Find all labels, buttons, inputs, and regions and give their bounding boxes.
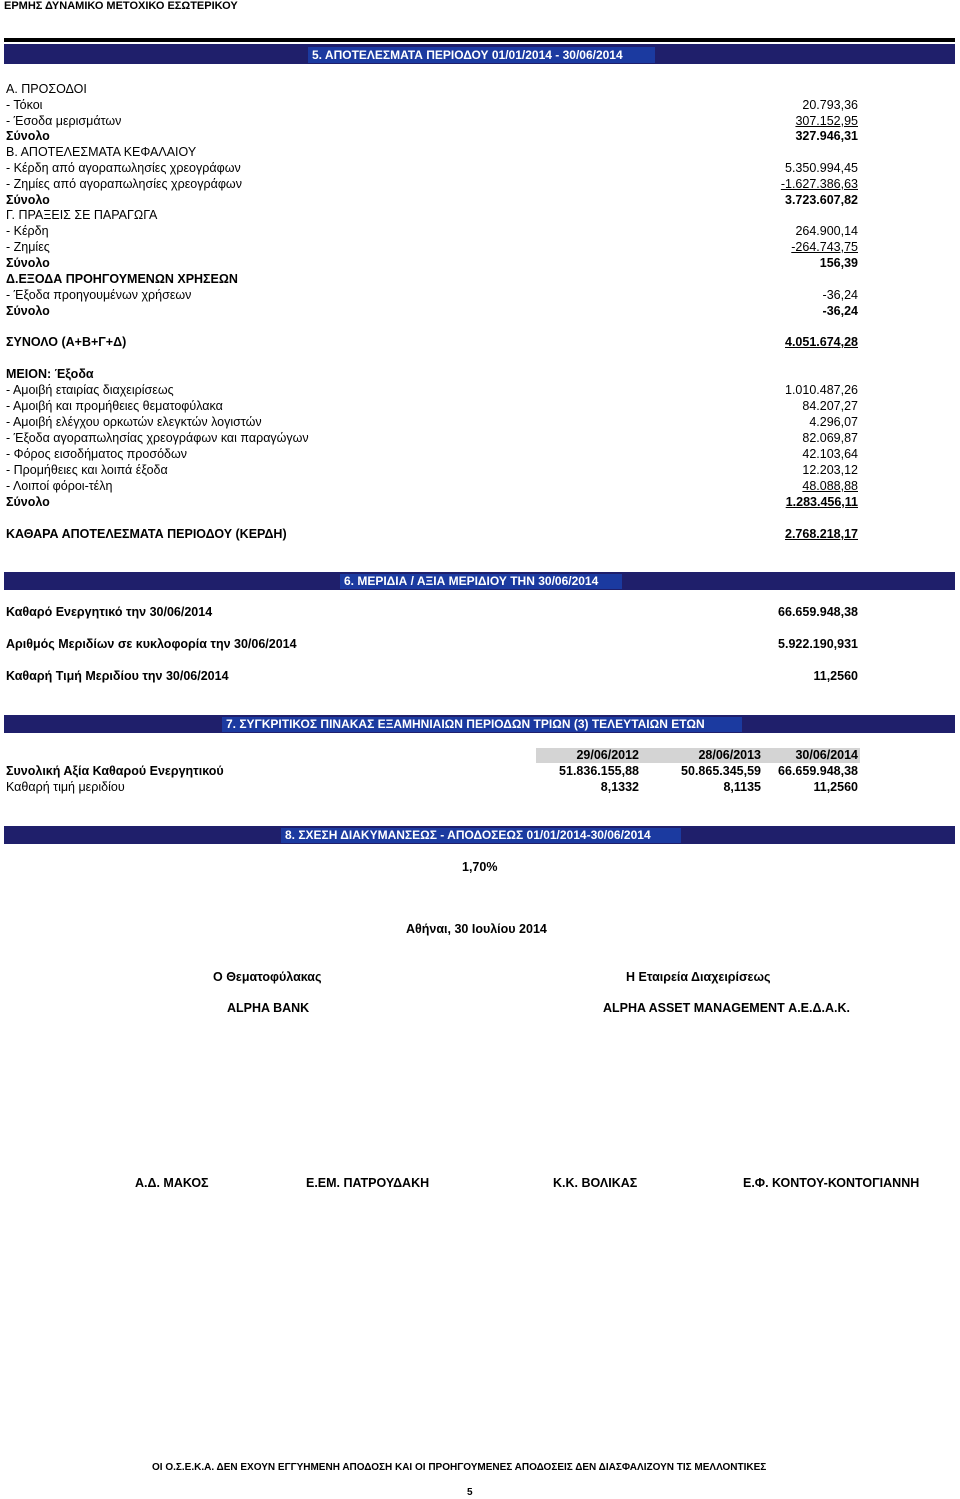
signatory-name: Κ.Κ. ΒΟΛΙΚΑΣ bbox=[553, 1176, 638, 1190]
section-b-title: Β. ΑΠΟΤΕΛΕΣΜΑΤΑ ΚΕΦΑΛΑΙΟΥ bbox=[6, 145, 197, 159]
section-8-title: 8. ΣΧΕΣΗ ΔΙΑΚΥΜΑΝΣΕΩΣ - ΑΠΟΔΟΣΕΩΣ 01/01/2014-30/06/2014 bbox=[281, 828, 681, 843]
document-header-title: ΕΡΜΗΣ ΔΥΝΑΜΙΚΟ ΜΕΤΟΧΙΚΟ ΕΣΩΤΕΡΙΚΟΥ bbox=[4, 0, 238, 12]
net-assets-value: 66.659.948,38 bbox=[778, 605, 858, 619]
section-a-title: Α. ΠΡΟΣΟΔΟΙ bbox=[6, 82, 87, 96]
row-value: 5.350.994,45 bbox=[785, 161, 858, 175]
row-value: 307.152,95 bbox=[795, 114, 858, 128]
page-number: 5 bbox=[467, 1487, 473, 1498]
row-value: 20.793,36 bbox=[802, 98, 858, 112]
custodian-title: Ο Θεματοφύλακας bbox=[213, 970, 322, 984]
row-label: - Αμοιβή εταιρίας διαχειρίσεως bbox=[6, 383, 174, 397]
row-value: 12.203,12 bbox=[802, 463, 858, 477]
cell: 8,1332 bbox=[600, 780, 639, 794]
row-label: - Φόρος εισοδήματος προσόδων bbox=[6, 447, 188, 461]
units-outstanding-label: Αριθμός Μεριδίων σε κυκλοφορία την 30/06/2014 bbox=[6, 637, 297, 651]
row-label: Συνολική Αξία Καθαρού Ενεργητικού bbox=[6, 764, 224, 778]
row-value: 4.296,07 bbox=[809, 415, 858, 429]
grand-total-value: 4.051.674,28 bbox=[785, 335, 858, 349]
company-title: Η Εταιρεία Διαχειρίσεως bbox=[626, 970, 771, 984]
grand-total-label: ΣΥΝΟΛΟ (Α+Β+Γ+Δ) bbox=[6, 335, 127, 349]
unit-price-value: 11,2560 bbox=[813, 669, 858, 683]
section-g-title: Γ. ΠΡΑΞΕΙΣ ΣΕ ΠΑΡΑΓΩΓΑ bbox=[6, 208, 158, 222]
cell: 66.659.948,38 bbox=[778, 764, 858, 778]
unit-price-label: Καθαρή Τιμή Μεριδίου την 30/06/2014 bbox=[6, 669, 229, 683]
subtotal-value: 1.283.456,11 bbox=[785, 495, 858, 509]
subtotal-value: 327.946,31 bbox=[795, 129, 858, 143]
net-assets-label: Καθαρό Ενεργητικό την 30/06/2014 bbox=[6, 605, 213, 619]
units-outstanding-value: 5.922.190,931 bbox=[778, 637, 858, 651]
row-value: -36,24 bbox=[822, 288, 858, 302]
col-header: 30/06/2014 bbox=[795, 748, 858, 762]
row-label: - Ζημίες bbox=[6, 240, 50, 254]
section-divider bbox=[4, 38, 955, 42]
custodian-name: ALPHA BANK bbox=[227, 1001, 310, 1015]
expenses-title: ΜΕΙΟΝ: Έξοδα bbox=[6, 367, 94, 381]
row-label: - Προμήθειες και λοιπά έξοδα bbox=[6, 463, 168, 477]
row-value: -1.627.386,63 bbox=[780, 177, 858, 191]
subtotal-value: -36,24 bbox=[822, 304, 858, 318]
row-label: - Κέρδη από αγοραπωλησίες χρεογράφων bbox=[6, 161, 241, 175]
row-value: -264.743,75 bbox=[791, 240, 858, 254]
subtotal-label: Σύνολο bbox=[6, 256, 50, 270]
cell: 50.865.345,59 bbox=[681, 764, 761, 778]
row-label: - Τόκοι bbox=[6, 98, 43, 112]
cell: 8,1135 bbox=[723, 780, 761, 794]
row-value: 1.010.487,26 bbox=[785, 383, 858, 397]
section-d-title: Δ.ΕΞΟΔΑ ΠΡΟΗΓΟΥΜΕΝΩΝ ΧΡΗΣΕΩΝ bbox=[6, 272, 238, 286]
volatility-performance-value: 1,70% bbox=[462, 860, 498, 874]
disclaimer: ΟΙ Ο.Σ.Ε.Κ.Α. ΔΕΝ ΕΧΟΥΝ ΕΓΓΥΗΜΕΝΗ ΑΠΟΔΟΣΗ ΚΑΙ ΟΙ ΠΡΟΗΓΟΥΜΕΝΕΣ ΑΠΟΔΟΣΕΙΣ ΔΕΝ ΔΙΑΣΦΑΛΙΖΟΥΝ ΤΙΣ ΜΕΛΛΟΝΤΙΚΕΣ bbox=[152, 1462, 767, 1473]
row-label: Καθαρή τιμή μεριδίου bbox=[6, 780, 125, 794]
subtotal-label: Σύνολο bbox=[6, 304, 50, 318]
row-label: - Έσοδα μερισμάτων bbox=[6, 114, 122, 128]
subtotal-label: Σύνολο bbox=[6, 495, 50, 509]
subtotal-label: Σύνολο bbox=[6, 129, 50, 143]
subtotal-label: Σύνολο bbox=[6, 193, 50, 207]
place-date: Αθήναι, 30 Ιουλίου 2014 bbox=[406, 922, 547, 936]
net-result-value: 2.768.218,17 bbox=[785, 527, 858, 541]
section-7-title: 7. ΣΥΓΚΡΙΤΙΚΟΣ ΠΙΝΑΚΑΣ ΕΞΑΜΗΝΙΑΙΩΝ ΠΕΡΙΟΔΩΝ ΤΡΙΩΝ (3) ΤΕΛΕΥΤΑΙΩΝ ΕΤΩΝ bbox=[222, 717, 742, 732]
signatory-name: Α.Δ. ΜΑΚΟΣ bbox=[135, 1176, 209, 1190]
row-label: - Αμοιβή ελέγχου ορκωτών ελεγκτών λογιστών bbox=[6, 415, 262, 429]
row-label: - Ζημίες από αγοραπωλησίες χρεογράφων bbox=[6, 177, 242, 191]
company-name: ALPHA ASSET MANAGEMENT Α.Ε.Δ.Α.Κ. bbox=[603, 1001, 850, 1015]
row-label: - Λοιποί φόροι-τέλη bbox=[6, 479, 113, 493]
cell: 51.836.155,88 bbox=[559, 764, 639, 778]
section-5-title: 5. ΑΠΟΤΕΛΕΣΜΑΤΑ ΠΕΡΙΟΔΟΥ 01/01/2014 - 30/06/2014 bbox=[308, 47, 655, 63]
section-6-title: 6. ΜΕΡΙΔΙΑ / ΑΞΙΑ ΜΕΡΙΔΙΟΥ ΤΗΝ 30/06/2014 bbox=[340, 574, 622, 589]
col-header: 28/06/2013 bbox=[698, 748, 761, 762]
row-label: - Έξοδα αγοραπωλησίας χρεογράφων και παραγώγων bbox=[6, 431, 309, 445]
signatory-name: Ε.Φ. ΚΟΝΤΟΥ-ΚΟΝΤΟΓΙΑΝΝΗ bbox=[743, 1176, 920, 1190]
col-header: 29/06/2012 bbox=[576, 748, 639, 762]
row-label: - Αμοιβή και προμήθειες θεματοφύλακα bbox=[6, 399, 223, 413]
subtotal-value: 3.723.607,82 bbox=[785, 193, 858, 207]
row-value: 264.900,14 bbox=[795, 224, 858, 238]
row-value: 48.088,88 bbox=[802, 479, 858, 493]
row-value: 84.207,27 bbox=[802, 399, 858, 413]
row-label: - Κέρδη bbox=[6, 224, 49, 238]
net-result-label: ΚΑΘΑΡΑ ΑΠΟΤΕΛΕΣΜΑΤΑ ΠΕΡΙΟΔΟΥ (ΚΕΡΔΗ) bbox=[6, 527, 287, 541]
row-label: - Έξοδα προηγουμένων χρήσεων bbox=[6, 288, 192, 302]
cell: 11,2560 bbox=[813, 780, 858, 794]
row-value: 42.103,64 bbox=[802, 447, 858, 461]
signatory-name: Ε.ΕΜ. ΠΑΤΡΟΥΔΑΚΗ bbox=[306, 1176, 430, 1190]
row-value: 82.069,87 bbox=[802, 431, 858, 445]
subtotal-value: 156,39 bbox=[819, 256, 858, 270]
